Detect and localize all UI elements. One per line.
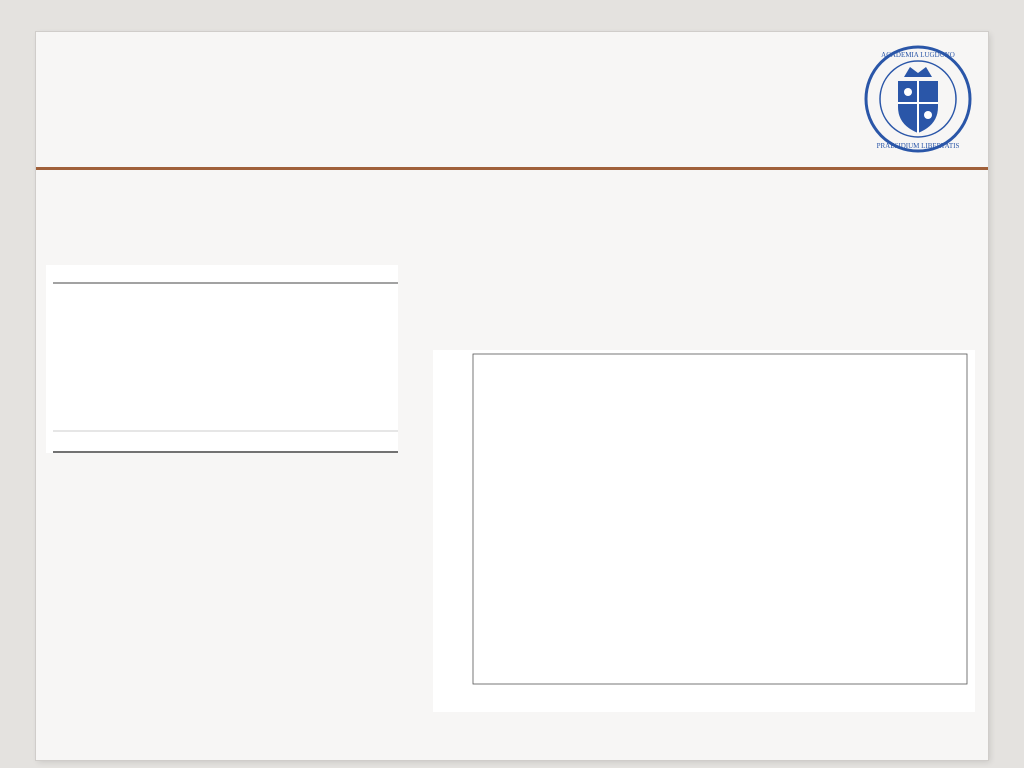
constants-table	[46, 265, 398, 453]
svg-text:ACADEMIA LUGDUNO: ACADEMIA LUGDUNO	[881, 51, 955, 59]
spectrum-chart	[433, 350, 975, 712]
title-divider	[36, 167, 988, 170]
svg-text:PRAESIDIUM LIBERTATIS: PRAESIDIUM LIBERTATIS	[876, 142, 960, 150]
spectrum-plot	[433, 350, 975, 712]
university-seal-logo	[864, 45, 972, 153]
slide	[36, 32, 988, 760]
